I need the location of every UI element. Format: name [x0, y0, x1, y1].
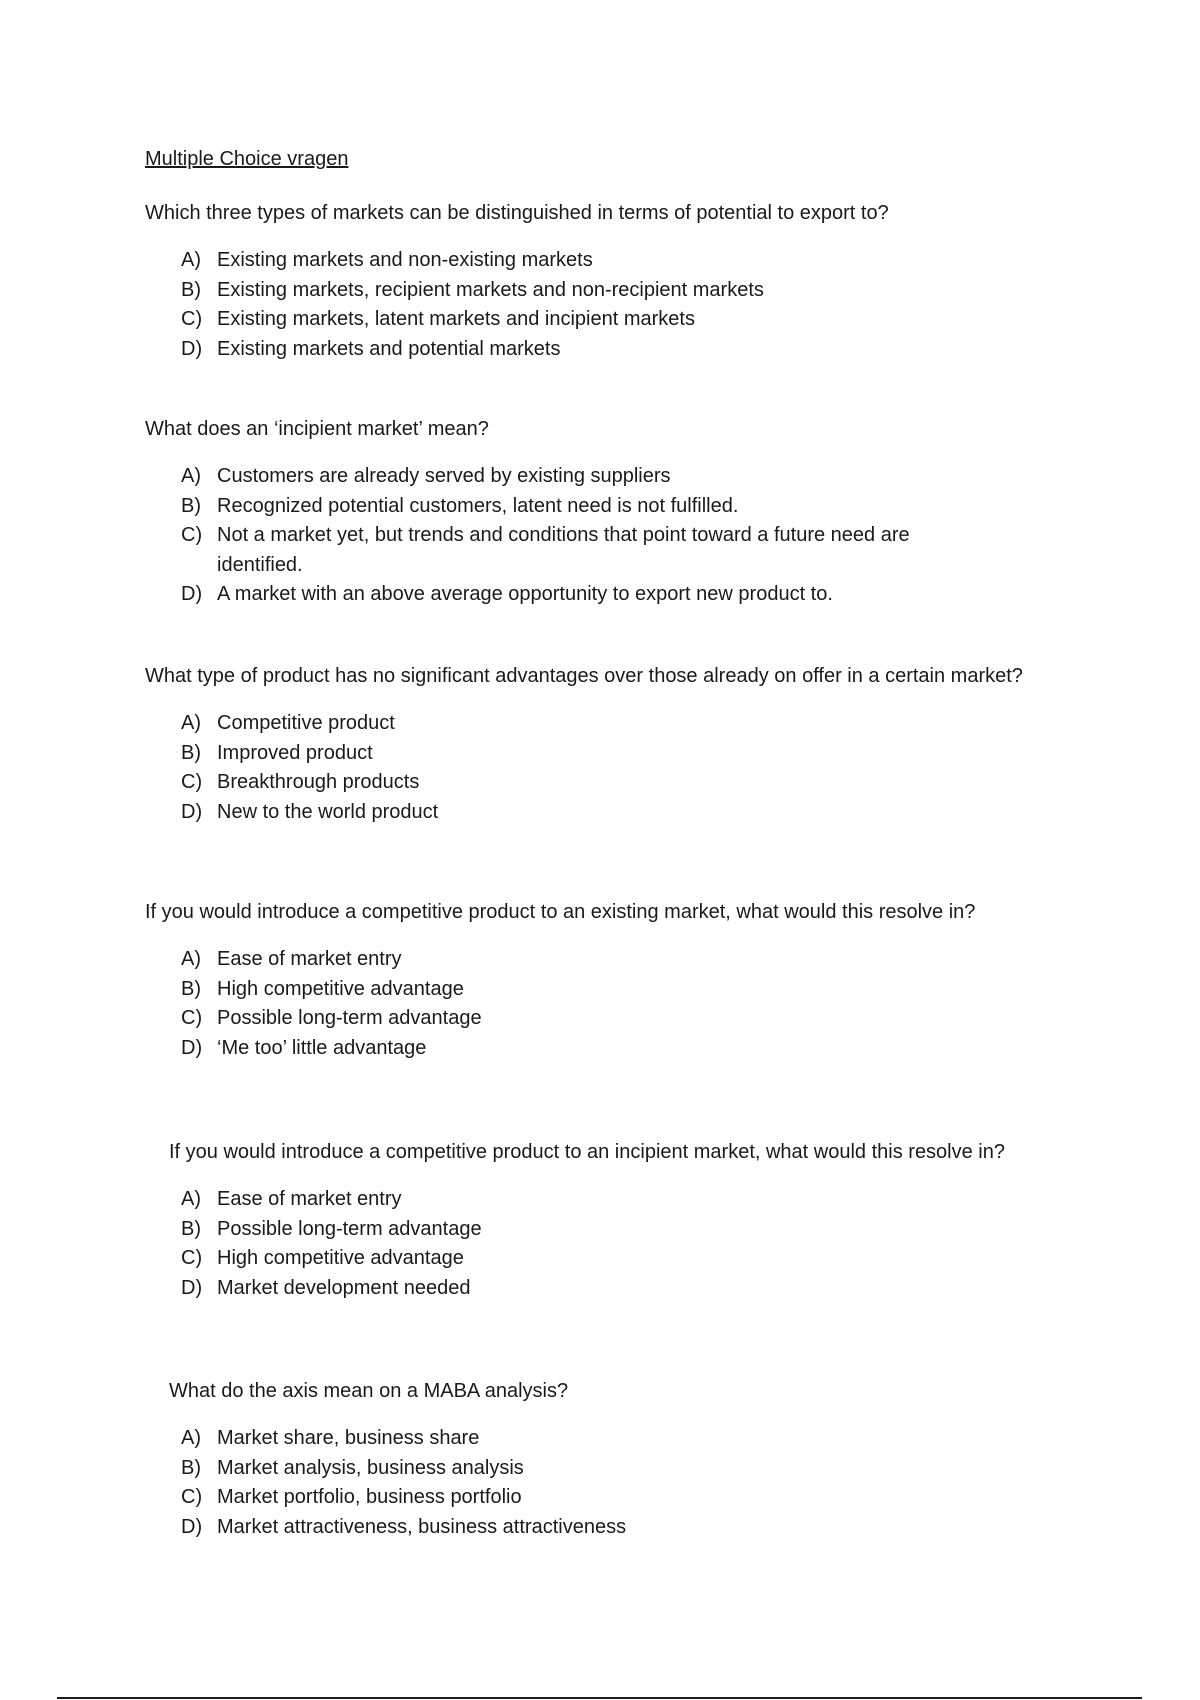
question-text: What do the axis mean on a MABA analysis?: [169, 1380, 569, 1402]
footer-divider: [57, 1697, 1142, 1699]
option-b: [181, 276, 1005, 306]
option-letter: C): [181, 524, 203, 546]
option-text: High competitive advantage: [217, 1247, 464, 1269]
option-c: [181, 1483, 1009, 1513]
option-letter: C): [181, 1007, 203, 1029]
option-letter: C): [181, 308, 203, 330]
option-letter: B): [181, 741, 201, 764]
option-letter: D): [181, 1276, 203, 1299]
option-b: [181, 975, 1045, 1005]
option-b: [181, 492, 1045, 522]
option-letter: B): [181, 278, 201, 301]
option-d: [181, 1034, 1045, 1064]
option-text: Customers are already served by existing suppliers: [217, 465, 671, 487]
option-text: Existing markets, recipient markets and non-recipient markets: [217, 278, 764, 301]
option-a: [181, 462, 1045, 492]
option-letter: C): [181, 771, 203, 793]
question-text: If you would introduce a competitive product to an incipient market, what would this resolve in?: [169, 1141, 1005, 1163]
option-text: Not a market yet, but trends and conditions that point toward a future need are identified.: [217, 524, 910, 576]
option-letter: A): [181, 712, 201, 734]
option-d: [181, 580, 1045, 610]
question-1: [145, 203, 1005, 364]
option-d: [181, 1274, 1009, 1304]
option-b: [181, 1454, 1009, 1484]
option-d: [181, 798, 1045, 828]
option-text: Ease of market entry: [217, 1188, 402, 1210]
option-text: Market portfolio, business portfolio: [217, 1486, 522, 1508]
option-text: Existing markets and potential markets: [217, 337, 561, 360]
option-text: Possible long-term advantage: [217, 1217, 482, 1240]
question-3: [145, 666, 1045, 827]
option-text: Market development needed: [217, 1276, 471, 1299]
option-a: [181, 1424, 1009, 1454]
option-c: [181, 521, 1045, 580]
option-c: [181, 768, 1045, 798]
question-5: [169, 1142, 1009, 1303]
option-letter: A): [181, 1188, 201, 1210]
option-text: Improved product: [217, 741, 373, 764]
option-d: [181, 335, 1005, 365]
option-letter: D): [181, 583, 203, 605]
option-list: [181, 709, 1045, 827]
option-text: Recognized potential customers, latent need is not fulfilled.: [217, 494, 739, 517]
option-letter: C): [181, 1486, 203, 1508]
option-letter: D): [181, 800, 203, 823]
option-list: [181, 246, 1005, 364]
option-text: Existing markets and non-existing markets: [217, 249, 593, 271]
question-text: Which three types of markets can be distinguished in terms of potential to export to?: [145, 202, 889, 224]
option-letter: B): [181, 977, 201, 1000]
option-text: Breakthrough products: [217, 771, 420, 793]
option-d: [181, 1513, 1009, 1543]
option-text: High competitive advantage: [217, 977, 464, 1000]
option-list: [181, 1185, 1009, 1303]
question-text: What does an ‘incipient market’ mean?: [145, 418, 489, 440]
option-text: Existing markets, latent markets and incipient markets: [217, 308, 695, 330]
option-text: Competitive product: [217, 712, 395, 734]
option-list: [181, 462, 1045, 610]
option-text: Ease of market entry: [217, 948, 402, 970]
page-heading: Multiple Choice vragen: [145, 148, 349, 170]
option-text: Market share, business share: [217, 1427, 480, 1449]
question-text: If you would introduce a competitive product to an existing market, what would this resolve in?: [145, 901, 976, 923]
option-text: Market attractiveness, business attractiveness: [217, 1515, 627, 1538]
option-text: New to the world product: [217, 800, 439, 823]
option-list: [181, 1424, 1009, 1542]
option-a: [181, 1185, 1009, 1215]
option-a: [181, 945, 1045, 975]
option-text: Possible long-term advantage: [217, 1007, 482, 1029]
option-c: [181, 1004, 1045, 1034]
question-2: [145, 419, 1045, 610]
option-letter: D): [181, 1515, 203, 1538]
option-list: [181, 945, 1045, 1063]
question-4: [145, 902, 1045, 1063]
option-b: [181, 739, 1045, 769]
option-letter: C): [181, 1247, 203, 1269]
option-letter: B): [181, 494, 201, 517]
option-letter: A): [181, 465, 201, 487]
option-c: [181, 305, 1005, 335]
question-6: [169, 1381, 1009, 1542]
option-letter: A): [181, 1427, 201, 1449]
option-letter: B): [181, 1456, 201, 1479]
option-a: [181, 246, 1005, 276]
option-letter: A): [181, 249, 201, 271]
option-letter: A): [181, 948, 201, 970]
option-b: [181, 1215, 1009, 1245]
option-letter: D): [181, 1036, 203, 1059]
option-text: ‘Me too’ little advantage: [217, 1036, 427, 1059]
option-text: Market analysis, business analysis: [217, 1456, 524, 1479]
option-a: [181, 709, 1045, 739]
option-text: A market with an above average opportunity to export new product to.: [217, 583, 833, 605]
question-text: What type of product has no significant advantages over those already on offer in a certain market?: [145, 665, 1023, 687]
option-letter: D): [181, 337, 203, 360]
option-letter: B): [181, 1217, 201, 1240]
option-c: [181, 1244, 1009, 1274]
